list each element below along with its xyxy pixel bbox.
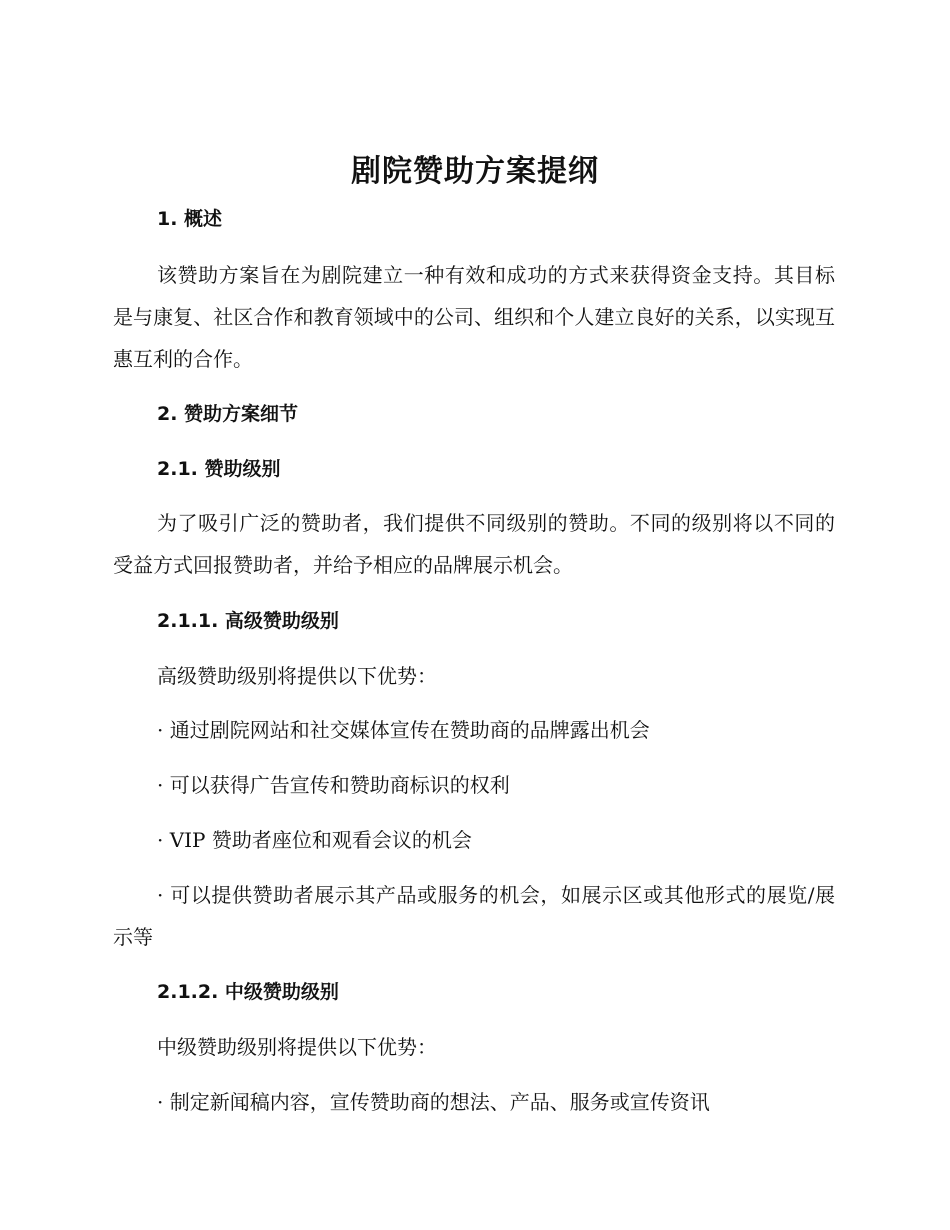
document-title: 剧院赞助方案提纲: [351, 154, 599, 189]
mid-intro: 中级赞助级别将提供以下优势：: [157, 1035, 437, 1059]
list-item: · 可以提供赞助者展示其产品或服务的机会，如展示区或其他形式的展览/展示等: [113, 883, 835, 949]
levels-paragraph: 为了吸引广泛的赞助者，我们提供不同级别的赞助。不同的级别将以不同的受益方式回报赞助者，并给予相应的品牌展示机会。: [113, 511, 835, 577]
section-heading-premium-level: 2.1.1. 高级赞助级别: [157, 610, 339, 632]
list-item: · VIP 赞助者座位和观看会议的机会: [157, 828, 472, 852]
list-item: · 通过剧院网站和社交媒体宣传在赞助商的品牌露出机会: [157, 718, 650, 742]
section-heading-overview: 1. 概述: [157, 208, 223, 230]
overview-paragraph: 该赞助方案旨在为剧院建立一种有效和成功的方式来获得资金支持。其目标是与康复、社区合作和教育领域中的公司、组织和个人建立良好的关系，以实现互惠互利的合作。: [113, 263, 835, 371]
section-heading-mid-level: 2.1.2. 中级赞助级别: [157, 981, 339, 1003]
list-item: · 制定新闻稿内容，宣传赞助商的想法、产品、服务或宣传资讯: [157, 1090, 710, 1114]
premium-intro: 高级赞助级别将提供以下优势：: [157, 664, 437, 688]
list-item: · 可以获得广告宣传和赞助商标识的权利: [157, 773, 510, 797]
section-heading-details: 2. 赞助方案细节: [157, 403, 299, 425]
section-heading-levels: 2.1. 赞助级别: [157, 458, 281, 480]
